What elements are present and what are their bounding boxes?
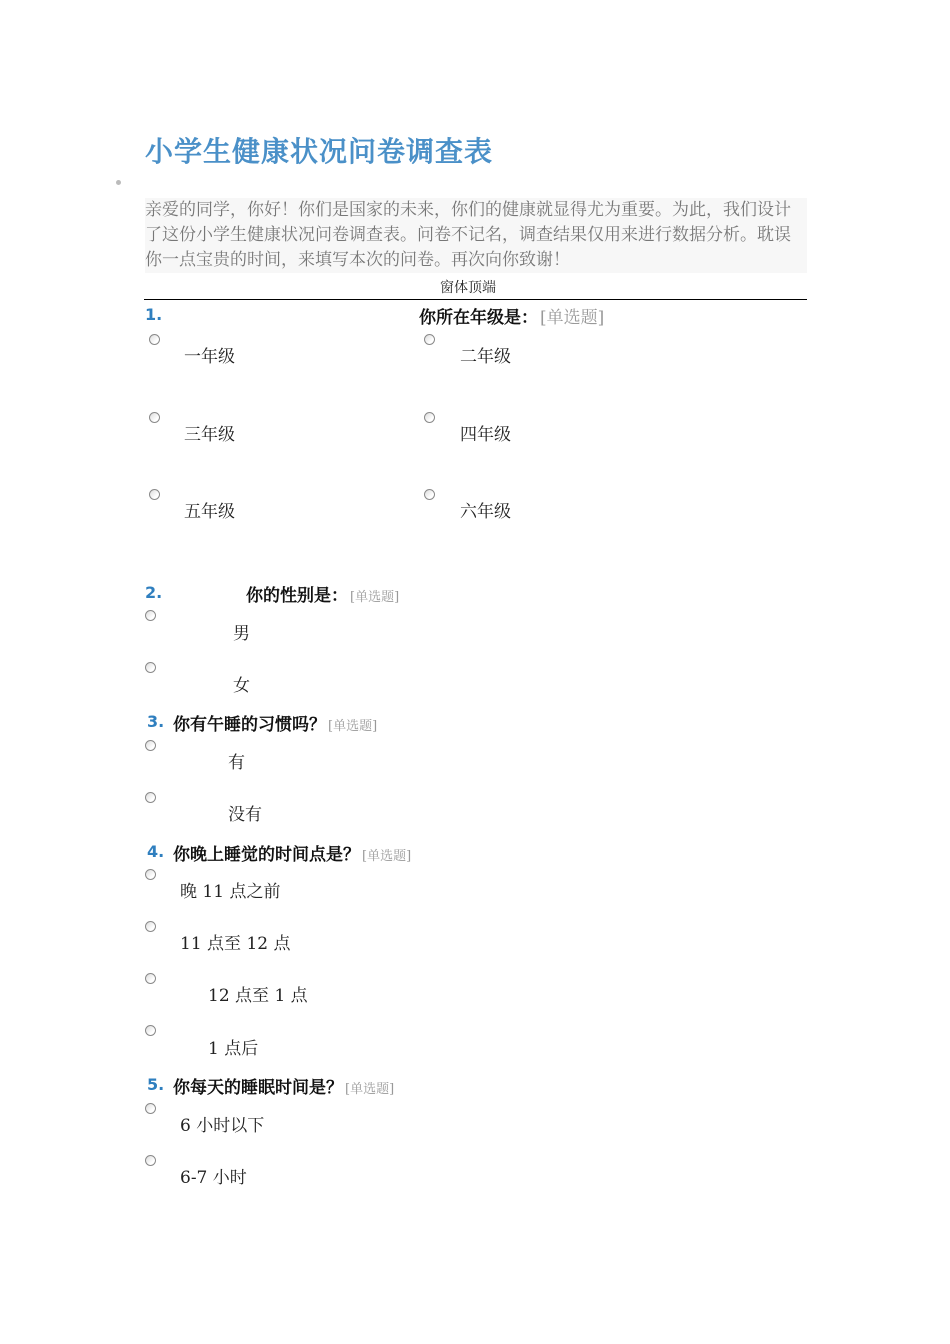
radio-grade-3[interactable] <box>149 412 160 423</box>
option-bedtime-12-1: 12 点至 1 点 <box>208 986 308 1006</box>
radio-grade-1[interactable] <box>149 334 160 345</box>
radio-bedtime-12-1[interactable] <box>145 973 156 984</box>
radio-nap-yes[interactable] <box>145 740 156 751</box>
option-grade-4: 四年级 <box>460 425 511 445</box>
radio-bedtime-after-1[interactable] <box>145 1025 156 1036</box>
question-4-label: 你晚上睡觉的时间点是？ <box>173 845 360 865</box>
option-gender-male: 男 <box>233 624 250 644</box>
question-5-text <box>173 1073 394 1098</box>
form-divider <box>144 299 807 300</box>
radio-gender-male[interactable] <box>145 610 156 621</box>
page-title: 小学生健康状况问卷调查表 <box>145 135 494 168</box>
question-1-text <box>419 303 604 328</box>
question-1-number: 1. <box>145 305 163 324</box>
option-grade-6: 六年级 <box>460 502 511 522</box>
question-4-number: 4. <box>147 842 165 861</box>
radio-grade-5[interactable] <box>149 489 160 500</box>
option-bedtime-before-11: 晚 11 点之前 <box>180 882 281 902</box>
option-sleep-6-7: 6-7 小时 <box>180 1168 247 1188</box>
radio-grade-2[interactable] <box>424 334 435 345</box>
question-2-label: 你的性别是： <box>246 586 348 606</box>
option-grade-3: 三年级 <box>184 425 235 445</box>
option-grade-5: 五年级 <box>184 502 235 522</box>
option-gender-female: 女 <box>233 676 250 696</box>
question-2-number: 2. <box>145 583 163 602</box>
question-5-number: 5. <box>147 1075 165 1094</box>
question-2-text <box>246 581 399 606</box>
option-grade-2: 二年级 <box>460 347 511 367</box>
question-5-label: 你每天的睡眠时间是？ <box>173 1078 343 1098</box>
question-3-text <box>173 710 377 735</box>
radio-sleep-6-7[interactable] <box>145 1155 156 1166</box>
option-sleep-under-6: 6 小时以下 <box>180 1116 265 1136</box>
radio-grade-4[interactable] <box>424 412 435 423</box>
radio-nap-no[interactable] <box>145 792 156 803</box>
radio-gender-female[interactable] <box>145 662 156 673</box>
intro-paragraph: 亲爱的同学，你好！你们是国家的未来，你们的健康就显得尤为重要。为此，我们设计了这份小学生健康状况问卷调查表。问卷不记名，调查结果仅用来进行数据分析。耽误你一点宝贵的时间，来填写本次的问卷。再次向你致谢！ <box>145 198 807 273</box>
option-bedtime-after-1: 1 点后 <box>208 1039 259 1059</box>
bullet-dot <box>116 180 121 185</box>
question-4-tag: [单选题] <box>362 849 412 864</box>
question-1-tag: [单选题] <box>540 308 605 328</box>
option-grade-1: 一年级 <box>184 347 235 367</box>
form-top-label: 窗体顶端 <box>440 280 496 296</box>
radio-grade-6[interactable] <box>424 489 435 500</box>
option-nap-yes: 有 <box>228 753 245 773</box>
option-bedtime-11-12: 11 点至 12 点 <box>180 934 291 954</box>
radio-sleep-under-6[interactable] <box>145 1103 156 1114</box>
radio-bedtime-before-11[interactable] <box>145 869 156 880</box>
radio-bedtime-11-12[interactable] <box>145 921 156 932</box>
option-nap-no: 没有 <box>228 805 262 825</box>
question-4-text <box>173 840 411 865</box>
question-3-tag: [单选题] <box>328 719 378 734</box>
question-3-label: 你有午睡的习惯吗？ <box>173 715 326 735</box>
question-2-tag: [单选题] <box>350 590 400 605</box>
question-1-label: 你所在年级是： <box>419 308 538 328</box>
question-3-number: 3. <box>147 712 165 731</box>
question-5-tag: [单选题] <box>345 1082 395 1097</box>
